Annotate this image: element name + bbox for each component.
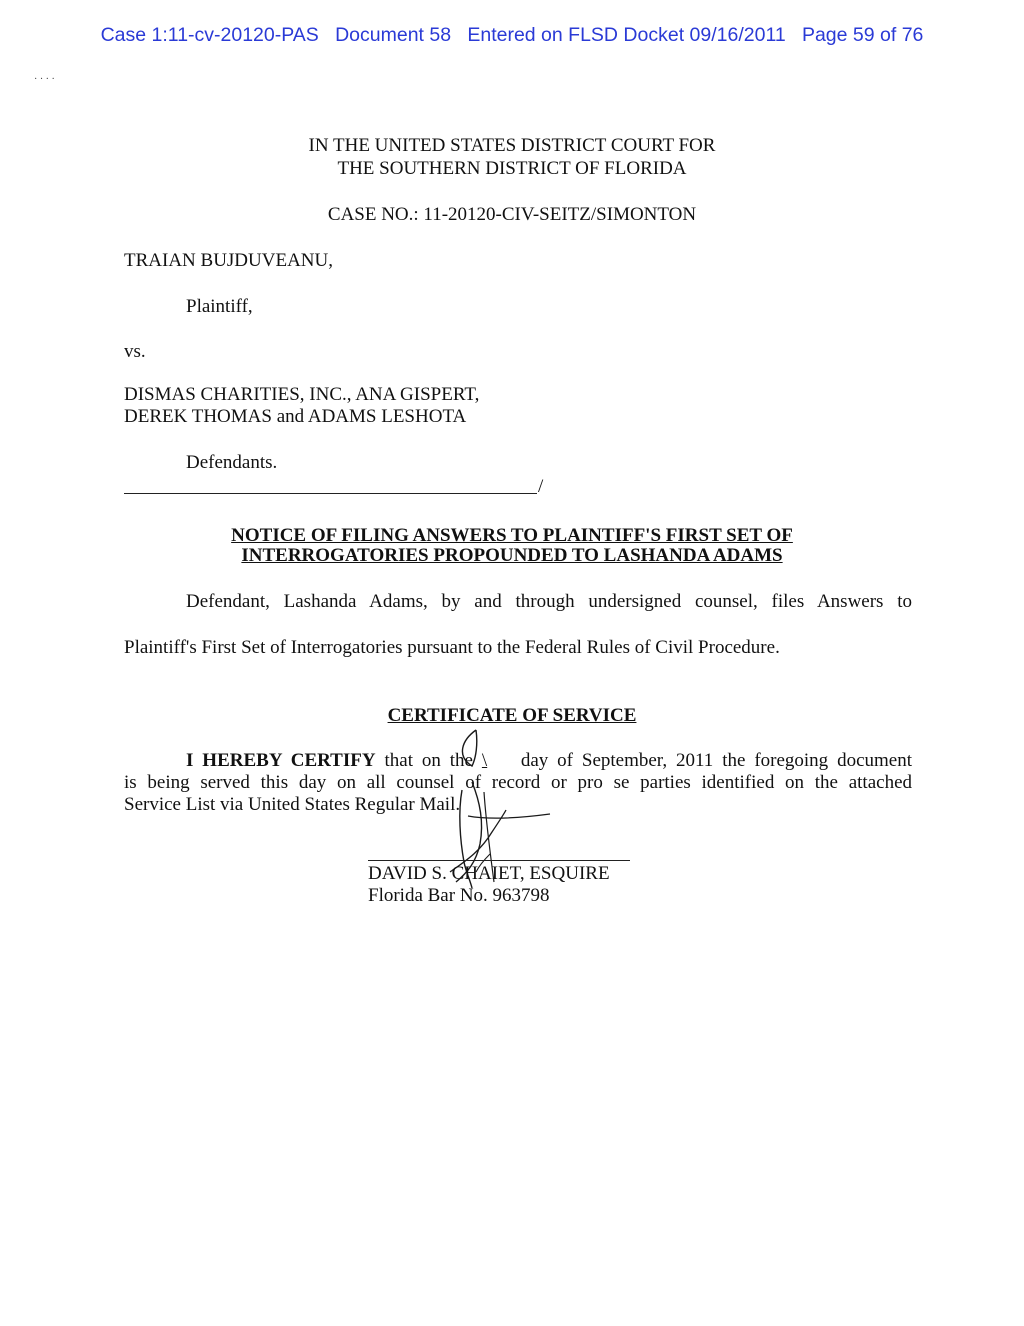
- court-line-1: IN THE UNITED STATES DISTRICT COURT FOR: [308, 135, 716, 156]
- docket-header: [0, 24, 1024, 47]
- defendants-line-2: DEREK THOMAS and ADAMS LESHOTA: [124, 406, 467, 427]
- certify-line-1-end: day of September, 2011 the foregoing document: [520, 750, 913, 771]
- docket-page-number: Page 59 of 76: [801, 24, 924, 46]
- court-line-2: THE SOUTHERN DISTRICT OF FLORIDA: [337, 158, 687, 179]
- caption-rule: [124, 493, 537, 494]
- docket-entry-date: Entered on FLSD Docket 09/16/2011: [467, 24, 786, 46]
- scan-specks: · · · ·: [34, 74, 55, 85]
- notice-body-line-1: Defendant, Lashanda Adams, by and through undersigned counsel, files Answers to: [186, 591, 912, 612]
- docket-document-number: Document 58: [335, 24, 452, 46]
- certify-bold: I HEREBY CERTIFY: [186, 750, 376, 771]
- docket-case-number: Case 1:11-cv-20120-PAS: [100, 24, 319, 46]
- day-mark: \: [481, 750, 488, 771]
- plaintiff-role: Plaintiff,: [186, 296, 253, 317]
- florida-bar-number: Florida Bar No. 963798: [368, 885, 550, 906]
- notice-title-line-2: INTERROGATORIES PROPOUNDED TO LASHANDA ADAMS: [241, 545, 783, 566]
- signature-line: [368, 860, 630, 861]
- certify-line-1-rest: that on the: [384, 750, 473, 771]
- attorney-name: DAVID S. CHAIET, ESQUIRE: [368, 863, 610, 884]
- certify-line-3: Service List via United States Regular Mail.: [124, 794, 461, 815]
- versus: vs.: [124, 341, 146, 362]
- notice-title-line-1: NOTICE OF FILING ANSWERS TO PLAINTIFF'S FIRST SET OF: [231, 525, 793, 546]
- defendants-role: Defendants.: [186, 452, 278, 473]
- plaintiff-name: TRAIAN BUJDUVEANU,: [124, 250, 333, 271]
- certify-line-2: is being served this day on all counsel of record or pro se parties identified on the attached: [124, 772, 912, 793]
- case-number: CASE NO.: 11-20120-CIV-SEITZ/SIMONTON: [327, 204, 697, 225]
- caption-slash: /: [538, 476, 544, 497]
- defendants-line-1: DISMAS CHARITIES, INC., ANA GISPERT,: [124, 384, 480, 405]
- notice-body-line-2: Plaintiff's First Set of Interrogatories pursuant to the Federal Rules of Civil Procedure.: [124, 637, 780, 658]
- certificate-heading: CERTIFICATE OF SERVICE: [387, 705, 637, 726]
